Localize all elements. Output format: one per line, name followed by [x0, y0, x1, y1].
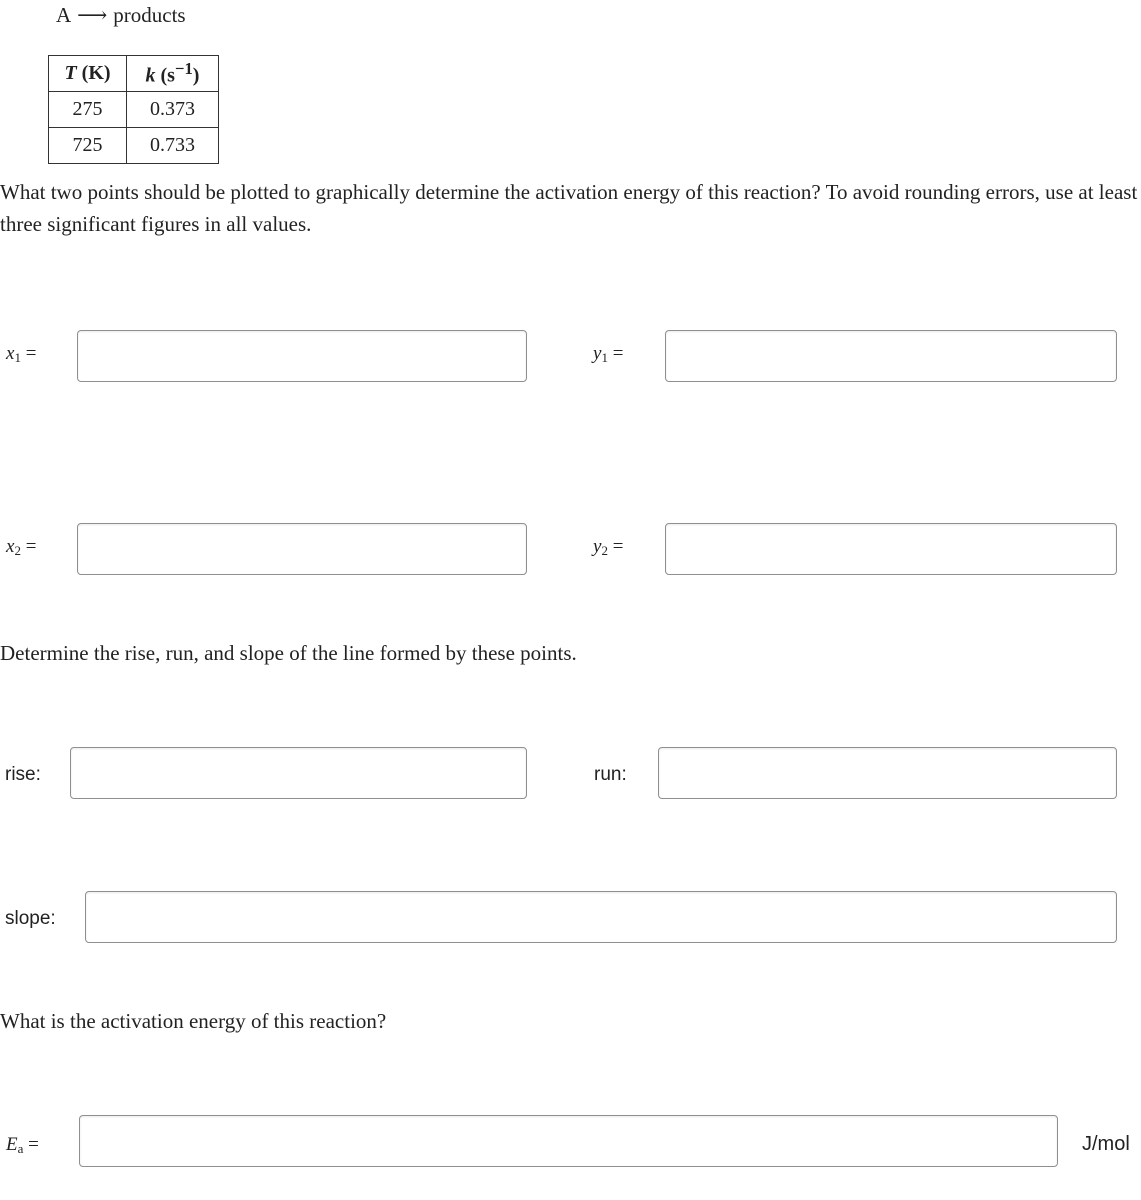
- question-points-text: What two points should be plotted to graphically determine the activation energy of this reaction? To avoid rounding errors, use at least three significant figures in all values.: [0, 180, 1138, 236]
- activation-energy-input[interactable]: [79, 1115, 1058, 1167]
- x1-input[interactable]: [77, 330, 527, 382]
- table-row: [49, 92, 219, 128]
- slope-input[interactable]: [85, 891, 1117, 943]
- question-slope-text: Determine the rise, run, and slope of the line formed by these points.: [0, 641, 577, 665]
- run-label: run:: [594, 764, 627, 785]
- y2-input[interactable]: [665, 523, 1117, 575]
- table-cell-temperature: 725: [49, 128, 127, 164]
- x1-label: $x_1$ =: [6, 343, 37, 365]
- reactant-label: A: [56, 3, 72, 27]
- x2-label: $x_2$ =: [6, 536, 37, 558]
- header-temperature: T (K): [49, 56, 127, 92]
- table-row: [49, 128, 219, 164]
- y1-input[interactable]: [665, 330, 1117, 382]
- header-rate-constant: k $(s^{-1})$: [127, 56, 219, 92]
- table-cell-rate-constant: 0.733: [127, 128, 219, 164]
- unit-label: J/mol: [1082, 1133, 1130, 1155]
- slope-label: slope:: [5, 908, 56, 929]
- rise-input[interactable]: [70, 747, 527, 799]
- activation-energy-label: $E_a$ =: [6, 1134, 39, 1156]
- x2-input[interactable]: [77, 523, 527, 575]
- question-energy-text: What is the activation energy of this reaction?: [0, 1009, 387, 1033]
- table-cell-temperature: 275: [49, 92, 127, 128]
- y1-label: $y_1$ =: [593, 343, 624, 365]
- reaction-equation: [56, 3, 186, 28]
- reaction-arrow-icon: ⟶: [77, 3, 108, 27]
- table-header-row: [49, 56, 219, 92]
- run-input[interactable]: [658, 747, 1117, 799]
- rise-label: rise:: [5, 764, 41, 785]
- product-label: products: [113, 3, 186, 27]
- rate-constant-table: [48, 55, 219, 164]
- table-cell-rate-constant: 0.373: [127, 92, 219, 128]
- y2-label: $y_2$ =: [593, 536, 624, 558]
